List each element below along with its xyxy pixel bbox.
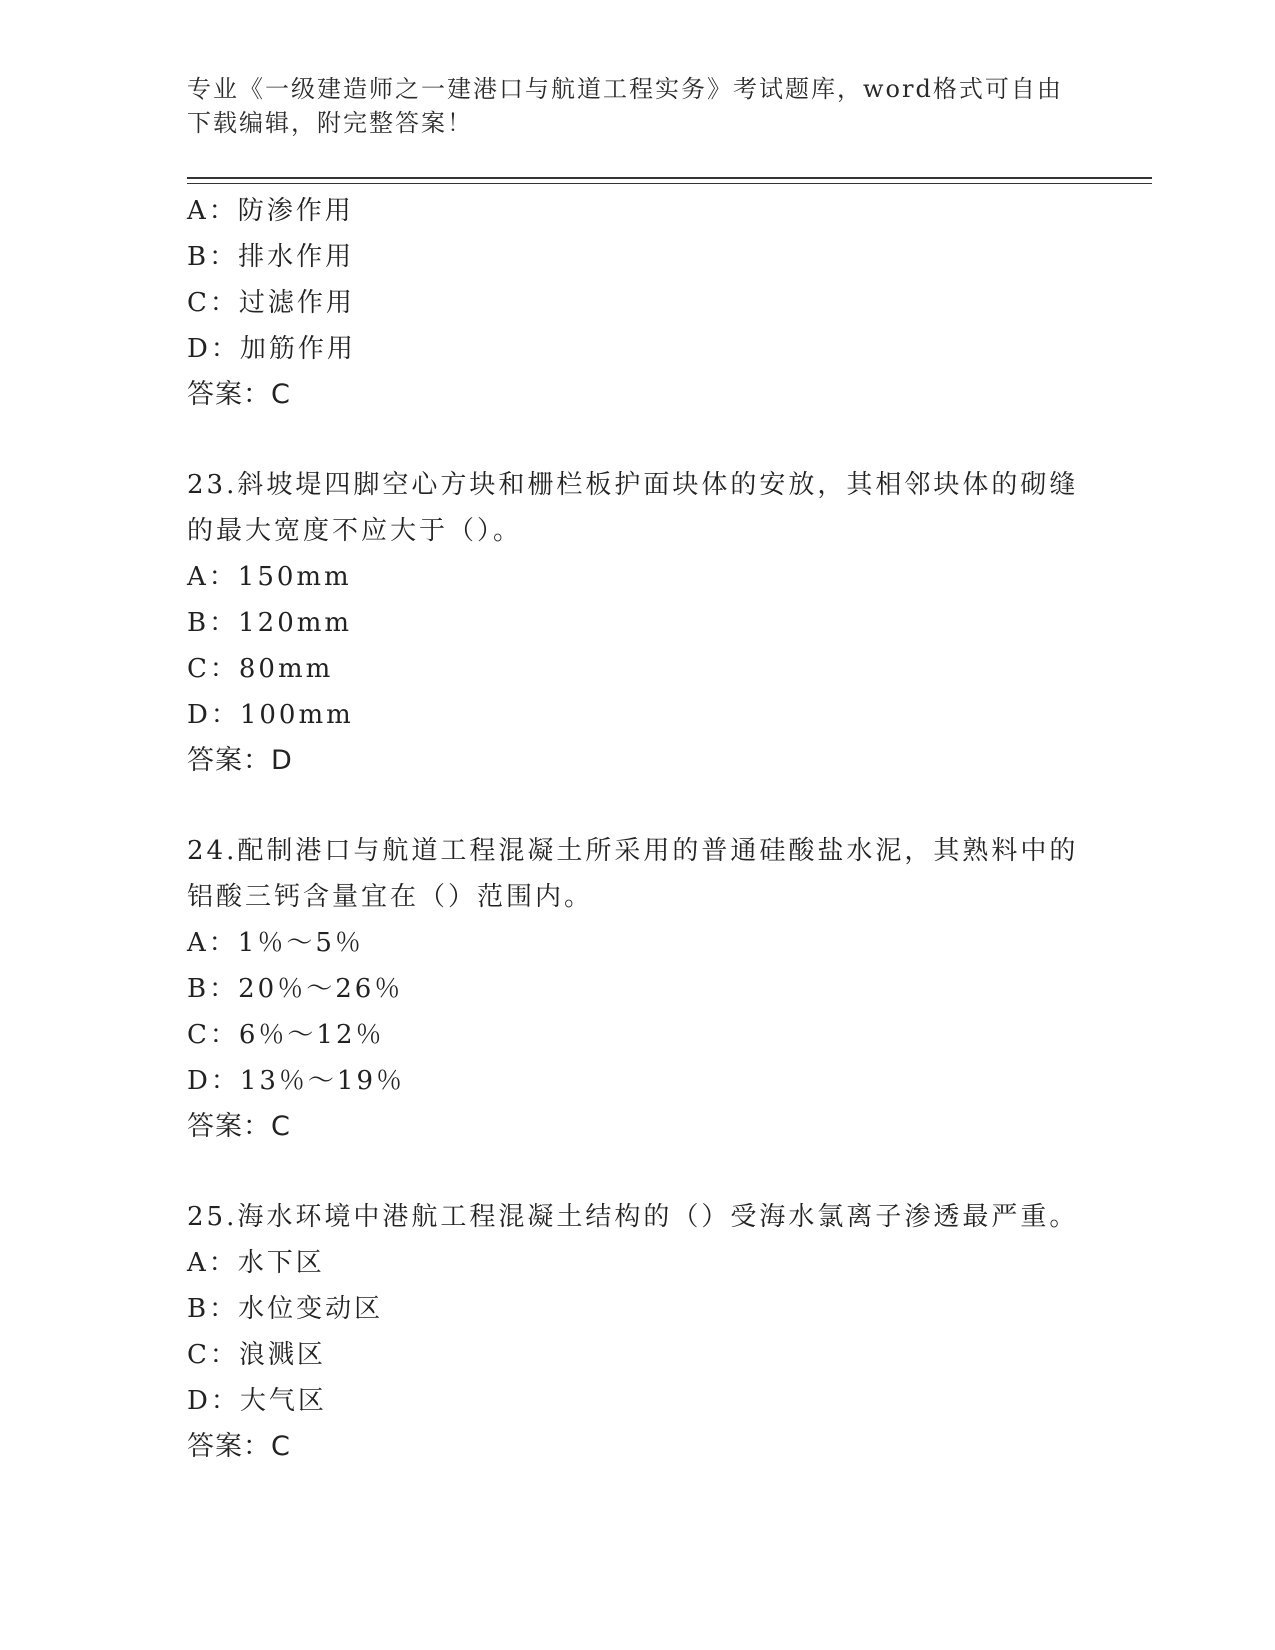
question-23 — [187, 462, 1087, 784]
answer-line: 答案：C — [187, 379, 291, 410]
document-header: 专业《一级建造师之一建港口与航道工程实务》考试题库，word格式可自由下载编辑，附完整答案！ — [187, 75, 1063, 137]
option-a: A：防渗作用 — [187, 196, 354, 226]
option-d: D：大气区 — [187, 1386, 327, 1416]
header-divider-thin — [187, 183, 1152, 184]
option-a: A：1％～5％ — [187, 928, 364, 958]
option-c: C：6％～12％ — [187, 1020, 385, 1050]
answer-line: 答案：C — [187, 1111, 291, 1142]
option-b: B：120mm — [187, 608, 353, 638]
option-a: A：水下区 — [187, 1248, 325, 1278]
answer-line: 答案：C — [187, 1431, 291, 1462]
option-b: B：20％～26％ — [187, 974, 404, 1004]
question-text: 24.配制港口与航道工程混凝土所采用的普通硅酸盐水泥，其熟料中的铝酸三钙含量宜在（）范围内。 — [187, 836, 1079, 912]
question-text: 23.斜坡堤四脚空心方块和栅栏板护面块体的安放，其相邻块体的砌缝的最大宽度不应大于（）。 — [187, 470, 1079, 546]
option-d: D：加筋作用 — [187, 334, 356, 364]
question-list — [187, 188, 1087, 1470]
option-c: C：80mm — [187, 654, 334, 684]
option-d: D：13％～19％ — [187, 1066, 406, 1096]
option-c: C：过滤作用 — [187, 288, 355, 318]
option-b: B：排水作用 — [187, 242, 355, 272]
option-d: D：100mm — [187, 700, 354, 730]
partial-question — [187, 188, 1087, 418]
option-b: B：水位变动区 — [187, 1294, 384, 1324]
option-c: C：浪溅区 — [187, 1340, 326, 1370]
option-a: A：150mm — [187, 562, 352, 592]
question-text: 25.海水环境中港航工程混凝土结构的（）受海水氯离子渗透最严重。 — [187, 1202, 1079, 1232]
header-divider-thick — [187, 177, 1152, 179]
question-25 — [187, 1194, 1087, 1470]
question-24 — [187, 828, 1087, 1150]
answer-line: 答案：D — [187, 745, 293, 776]
